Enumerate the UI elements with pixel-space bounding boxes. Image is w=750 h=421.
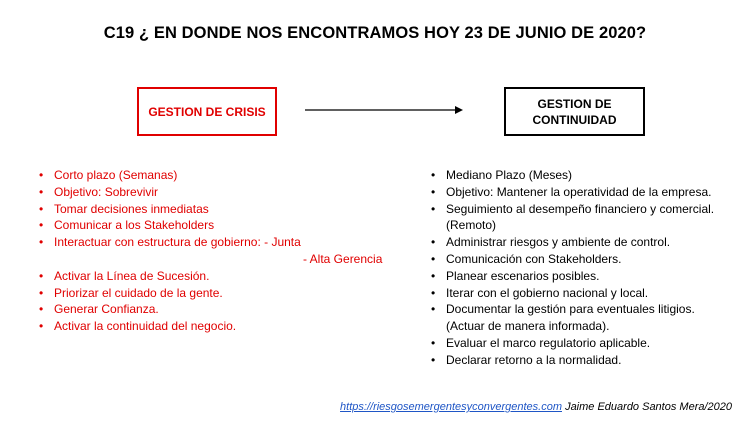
list-item: • Declarar retorno a la normalidad. xyxy=(431,352,622,367)
list-item: • Activar la Línea de Sucesión. xyxy=(39,268,210,283)
list-item: • Administrar riesgos y ambiente de control. xyxy=(431,235,671,250)
continuity-management-box xyxy=(504,87,645,136)
continuity-box-label xyxy=(533,96,617,128)
list-item: • Interactuar con estructura de gobierno: - Junta - Alta Gerencia xyxy=(37,234,397,268)
list-item: • Seguimiento al desempeño financiero y comercial. (Remoto) xyxy=(431,201,715,233)
list-item: • Corto plazo (Semanas) xyxy=(39,168,178,182)
list-item: • Comunicación con Stakeholders. xyxy=(431,251,622,266)
source-link[interactable]: https://riesgosemergentesyconvergentes.com xyxy=(340,401,562,413)
list-item: • Mediano Plazo (Meses) xyxy=(431,168,573,182)
list-item: • Activar la continuidad del negocio. xyxy=(39,319,237,334)
list-item: • Priorizar el cuidado de la gente. xyxy=(39,285,223,300)
list-item: • Planear escenarios posibles. xyxy=(431,268,600,283)
list-item: • Tomar decisiones inmediatas xyxy=(39,201,209,216)
list-item: • Objetivo: Mantener la operatividad de la empresa. xyxy=(431,184,712,199)
list-item-subline: - Alta Gerencia xyxy=(303,251,383,266)
right-arrow-icon xyxy=(305,104,465,116)
list-item: • Objetivo: Sobrevivir xyxy=(39,184,159,199)
list-item: • Documentar la gestión para eventuales litigios. (Actuar de manera informada). xyxy=(431,302,695,334)
continuity-box-label-line2: CONTINUIDAD xyxy=(532,112,617,127)
list-item: • Generar Confianza. xyxy=(39,302,159,317)
list-item: • Comunicar a los Stakeholders xyxy=(39,218,215,233)
footer-credit xyxy=(340,401,732,413)
crisis-management-box xyxy=(137,87,277,136)
list-item: • Evaluar el marco regulatorio aplicable. xyxy=(431,335,651,350)
crisis-box-label: GESTION DE CRISIS xyxy=(148,104,266,119)
slide-title: C19 ¿ EN DONDE NOS ENCONTRAMOS HOY 23 DE JUNIO DE 2020? xyxy=(103,24,647,42)
author-credit: Jaime Eduardo Santos Mera/2020 xyxy=(565,401,732,413)
continuity-actions-list xyxy=(429,167,719,369)
crisis-actions-list xyxy=(37,167,397,335)
continuity-box-label-line1: GESTION DE xyxy=(537,96,612,111)
list-item: • Iterar con el gobierno nacional y local. xyxy=(431,285,649,300)
